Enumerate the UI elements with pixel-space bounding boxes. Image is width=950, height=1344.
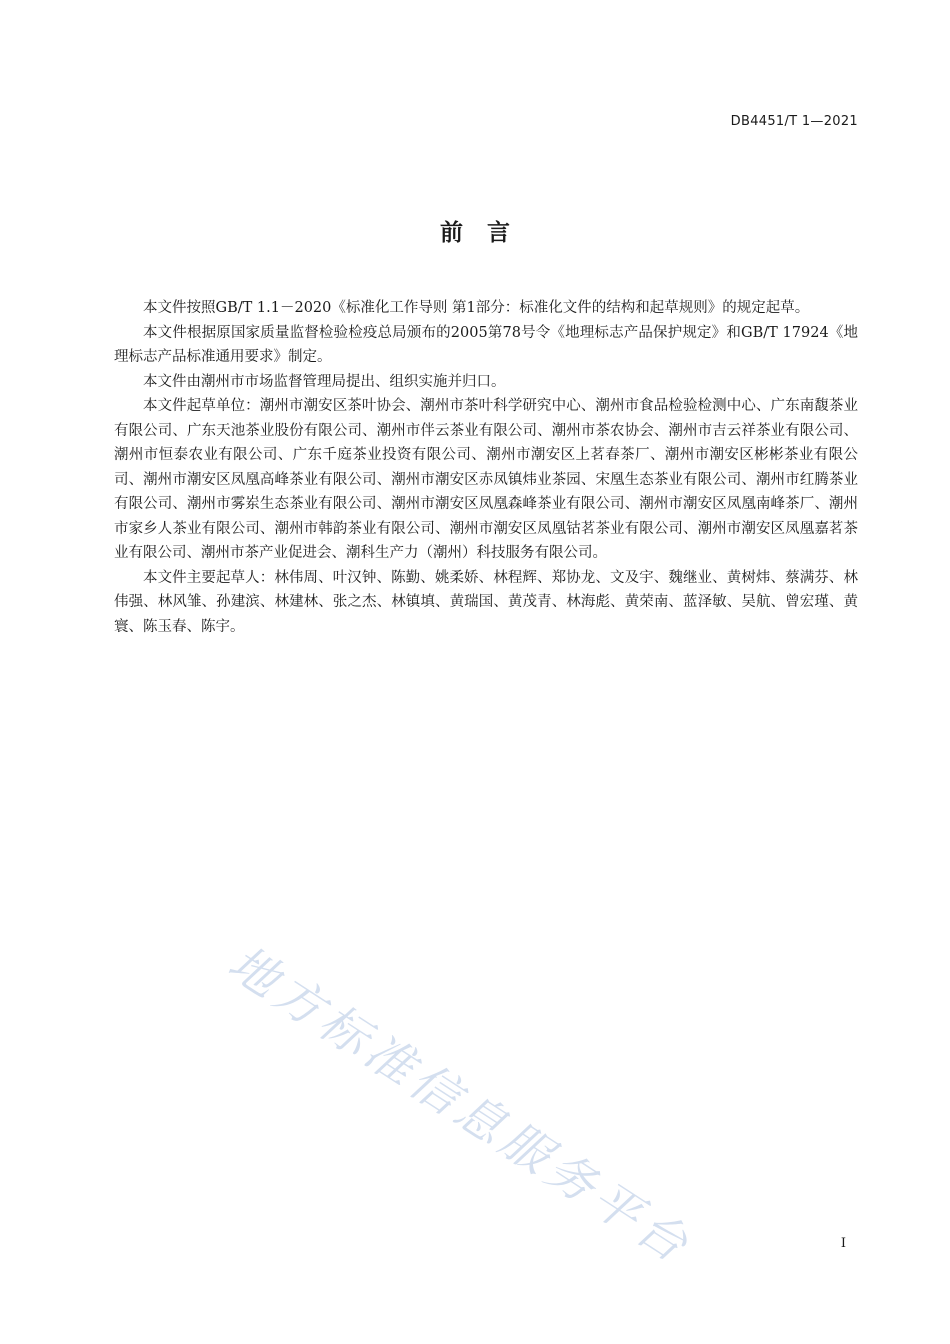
paragraph-drafting-rules: 本文件按照GB/T 1.1－2020《标准化工作导则 第1部分：标准化文件的结构和起草规则》的规定起草。 bbox=[143, 300, 810, 316]
paragraph-basis: 本文件根据原国家质量监督检验检疫总局颁布的2005第78号令《地理标志产品保护规定》和GB/T 17924《地理标志产品标准通用要求》制定。 bbox=[114, 324, 858, 365]
document-code: DB4451/T 1—2021 bbox=[730, 114, 858, 129]
page-number: I bbox=[840, 1236, 846, 1251]
document-body bbox=[114, 296, 858, 639]
watermark: 地方标准信息服务平台 bbox=[218, 934, 702, 1276]
paragraph-proposer: 本文件由潮州市市场监督管理局提出、组织实施并归口。 bbox=[143, 373, 506, 390]
paragraph-drafting-units: 本文件起草单位：潮州市潮安区茶叶协会、潮州市茶叶科学研究中心、潮州市食品检验检测中心、广东南馥茶业有限公司、广东天池茶业股份有限公司、潮州市伴云茶业有限公司、潮州市茶农协会、潮州市吉云祥茶业有限公司、潮州市恒泰农业有限公司、广东千庭茶业投资有限公司、潮州市潮安区上茗春茶厂、潮州市潮安区彬彬茶业有限公司、潮州市潮安区凤凰高峰茶业有限公司、潮州市潮安区赤凤镇炜业茶园、宋凰生态茶业有限公司、潮州市红腾茶业有限公司、潮州市雾岽生态茶业有限公司、潮州市潮安区凤凰森峰茶业有限公司、潮州市潮安区凤凰南峰茶厂、潮州市家乡人茶业有限公司、潮州市韩韵茶业有限公司、潮州市潮安区凤凰钴茗茶业有限公司、潮州市潮安区凤凰嘉茗茶业有限公司、潮州市茶产业促进会、潮科生产力（潮州）科技服务有限公司。 bbox=[114, 398, 858, 561]
paragraph-drafters: 本文件主要起草人：林伟周、叶汉钟、陈勤、姚柔娇、林程辉、郑协龙、文及宇、魏继业、黄树炜、蔡满芬、林伟强、林风雏、孙建滨、林建林、张之杰、林镇填、黄瑞国、黄茂青、林海彪、黄荣南、蓝泽敏、吴航、曾宏瑾、黄寰、陈玉春、陈宇。 bbox=[114, 569, 858, 635]
page-title: 前言 bbox=[440, 220, 534, 246]
